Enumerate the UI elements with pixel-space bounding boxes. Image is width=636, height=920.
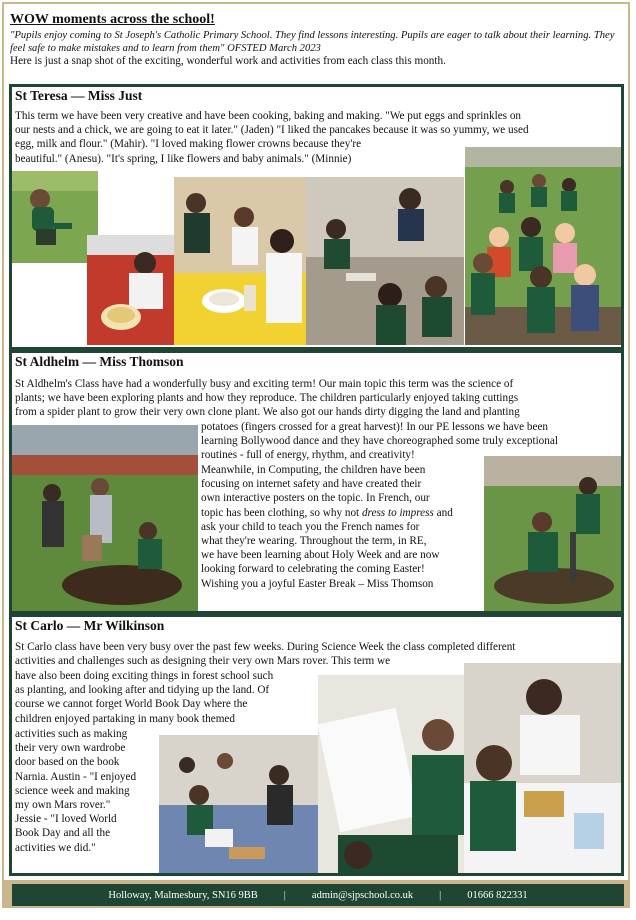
text-line: activities and challenges such as designing their very own Mars rover. This term we <box>15 655 391 668</box>
text-line: Narnia. Austin - "I enjoyed <box>15 770 137 783</box>
text-line: St Aldhelm's Class have had a wonderfully busy and exciting term! Our main topic this term was the science of <box>15 378 514 390</box>
footer-separator: | <box>439 889 442 901</box>
text-line: Jessie - "I loved World <box>15 813 117 826</box>
text-line <box>201 506 491 520</box>
text-line: Meanwhile, in Computing, the children have been <box>201 464 426 476</box>
photo-class-garden <box>465 147 621 345</box>
text-line: activities such as making <box>15 728 128 740</box>
intro <box>10 12 622 68</box>
footer-phone[interactable]: 01666 822331 <box>467 889 528 901</box>
photo-book-day-classroom <box>159 735 319 873</box>
text-line: This term we have been very creative and have been cooking, baking and making. "We put eggs and sprinkles on <box>15 110 522 122</box>
text-line: plants; we have been exploring plants and how they reproduce. The children particularly enjoyed taking cuttings <box>15 392 519 405</box>
text-line: as planting, and looking after and tidying up the land. Of <box>15 684 270 697</box>
text-line: what they're wearing. Throughout the term, in RE, <box>201 535 427 548</box>
photo-mars-rover-design <box>318 675 464 873</box>
footer <box>2 882 630 908</box>
ofsted-quote: "Pupils enjoy coming to St Joseph's Catholic Primary School. They find lessons interesting. Pupils are eager to talk about their learning. They feel safe to make mistakes and to learn from them" OFSTED March 2023 <box>10 30 615 54</box>
text-line: potatoes (fingers crossed for a great harvest)! In our PE lessons we have been <box>201 421 549 433</box>
footer-bar <box>12 884 624 906</box>
text-line: Book Day and all the <box>15 827 111 840</box>
text-line: egg, milk and flour." (Mahir). "I loved making flower crowns because they're <box>15 138 362 151</box>
text-line: Wishing you a joyful Easter Break – Miss Thomson <box>201 577 434 590</box>
text-line: ask your child to teach you the French names for <box>201 520 420 533</box>
text-line: my own Mars rover." <box>15 799 111 812</box>
section-st-carlo <box>9 614 624 876</box>
photo-digging-garden <box>12 425 198 611</box>
dress-to-impress: dress to impress <box>361 506 434 519</box>
section-st-aldhelm <box>9 350 624 614</box>
photo-baking-table <box>87 235 175 345</box>
text-line: from a spider plant to grow their very own clone plant. We also got our hands dirty digging the land and planting <box>15 406 520 419</box>
text-line: we have been learning about Holy Week and are now <box>201 549 440 562</box>
text-fragment: topic has been clothing, so why not <box>201 506 362 519</box>
text-line: beautiful." (Anesu). "It's spring, I like flowers and baby animals." (Minnie) <box>15 152 352 165</box>
text-line: our nests and a chick, we are going to eat it later." (Jaden) "I liked the pancakes because it was so yummy, we used <box>15 124 529 137</box>
text-line: door based on the book <box>15 756 120 769</box>
text-line: their very own wardrobe <box>15 742 126 755</box>
section-title: St Carlo — Mr Wilkinson <box>15 618 165 633</box>
intro-lead: Here is just a snap shot of the exciting, wonderful work and activities from each class this month. <box>10 55 446 67</box>
footer-address: Holloway, Malmesbury, SN16 9BB <box>108 889 258 901</box>
text-line: children enjoyed partaking in many book themed <box>15 712 235 725</box>
section-title: St Teresa — Miss Just <box>15 88 143 103</box>
photo-mixing-bowls <box>174 177 307 345</box>
photo-mars-rover-build <box>464 663 621 873</box>
text-fragment: and <box>433 506 453 519</box>
footer-email[interactable]: admin@sjpschool.co.uk <box>311 889 414 901</box>
photo-child-on-grass <box>12 171 98 263</box>
page-title: WOW moments across the school! <box>10 12 215 27</box>
text-line: focusing on internet safety and have created their <box>201 478 422 491</box>
text-line: routines - full of energy, rhythm, and creativity! <box>201 449 415 462</box>
text-line: activities we did." <box>15 841 96 854</box>
text-line: own interactive posters on the topic. In French, our <box>201 492 430 505</box>
text-line: course we cannot forget World Book Day where the <box>15 698 248 711</box>
photo-flower-crowns <box>306 177 464 345</box>
photo-planting-potatoes <box>484 456 621 611</box>
footer-separator: | <box>283 889 286 901</box>
text-line: learning Bollywood dance and they have choreographed some truly exceptional <box>201 435 558 448</box>
text-line: have also been doing exciting things in forest school such <box>15 670 274 682</box>
text-line: St Carlo class have been very busy over the past few weeks. During Science Week the class completed different <box>15 641 516 653</box>
section-st-teresa <box>9 84 624 350</box>
text-line: looking forward to celebrating the coming Easter! <box>201 563 425 576</box>
text-line: science week and making <box>15 784 130 797</box>
section-title: St Aldhelm — Miss Thomson <box>15 354 184 369</box>
